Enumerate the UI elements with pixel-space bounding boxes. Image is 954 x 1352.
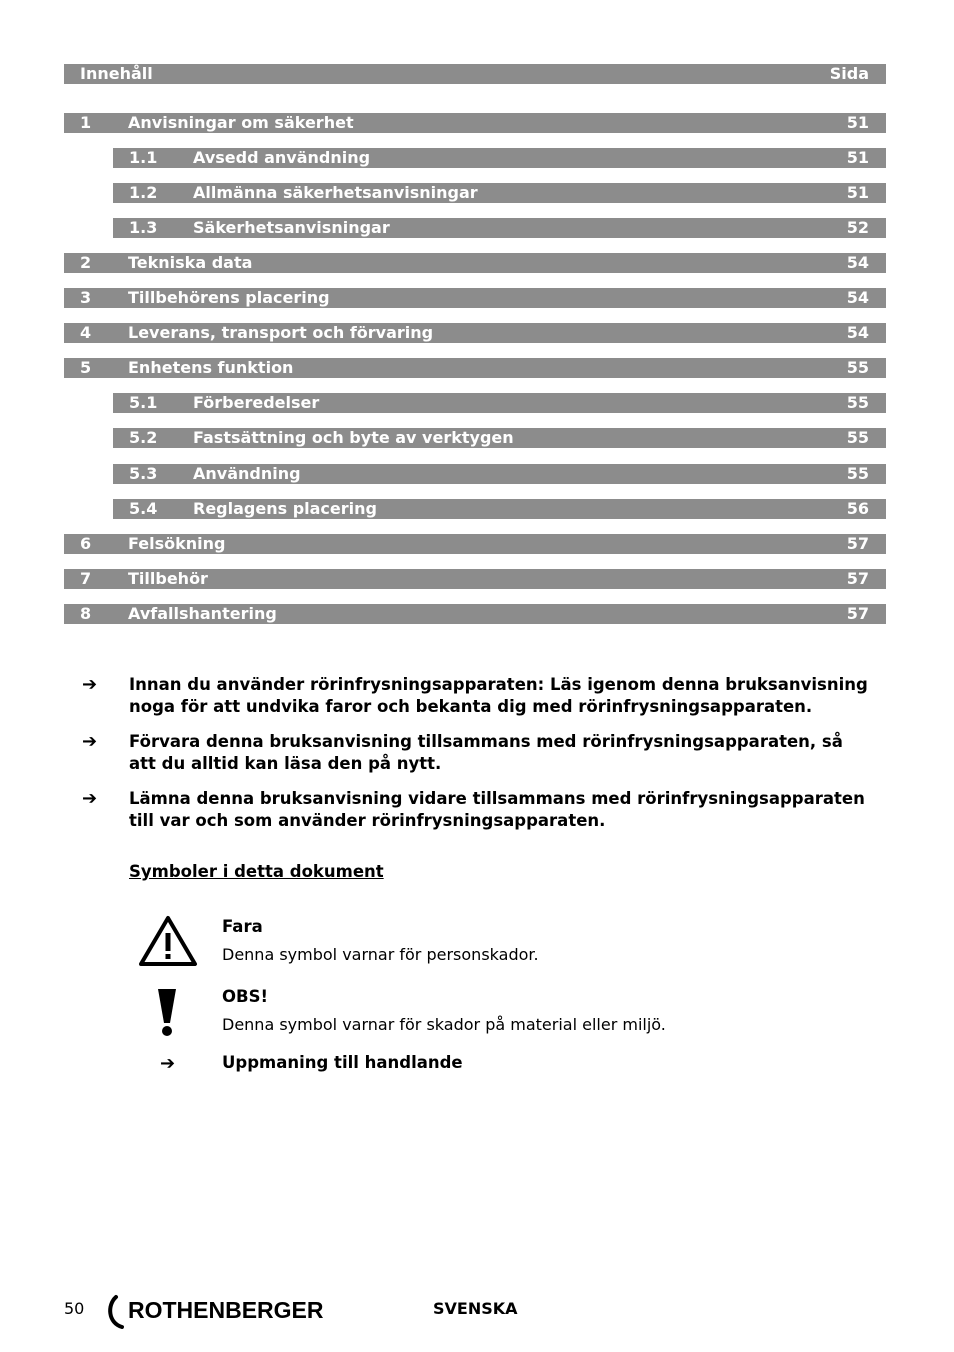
toc-entry-title: Tekniska data — [128, 253, 253, 272]
toc-entry-title: Enhetens funktion — [128, 358, 294, 377]
toc-entry-page: 52 — [846, 218, 869, 237]
toc-entry-page: 55 — [846, 464, 869, 483]
symbols-heading: Symboler i detta dokument — [129, 862, 384, 881]
toc-entry-number: 4 — [80, 323, 92, 342]
toc-entry-number: 8 — [80, 604, 92, 623]
toc-entry-page: 57 — [846, 604, 869, 623]
toc-entry-number: 1 — [80, 113, 92, 132]
toc-entry-title: Avfallshantering — [128, 604, 277, 623]
arrow-right-icon: ➔ — [160, 1053, 176, 1074]
toc-entry-page: 55 — [846, 428, 869, 447]
toc-entry[interactable] — [64, 288, 886, 308]
toc-entry-number: 3 — [80, 288, 92, 307]
toc-entry-number: 1.1 — [129, 148, 158, 167]
caution-description: Denna symbol varnar för skador på material eller miljö. — [222, 1015, 666, 1034]
danger-label: Fara — [222, 917, 263, 936]
arrow-right-icon: ➔ — [82, 731, 98, 752]
toc-header — [64, 64, 886, 84]
toc-entry-number: 1.2 — [129, 183, 158, 202]
toc-entry[interactable] — [64, 253, 886, 273]
instruction-text: Förvara denna bruksanvisning tillsammans med rörinfrysningsapparaten, så att du alltid kan läsa den på nytt. — [129, 732, 843, 773]
action-label: Uppmaning till handlande — [222, 1053, 463, 1072]
toc-entry[interactable] — [64, 534, 886, 554]
brand-name: ROTHENBERGER — [128, 1297, 324, 1323]
arrow-right-icon: ➔ — [82, 788, 98, 809]
instruction-note — [82, 731, 882, 777]
toc-header-title: Innehåll — [80, 64, 153, 83]
toc-entry-page: 54 — [846, 288, 869, 307]
toc-entry-page: 57 — [846, 534, 869, 553]
arrow-right-icon: ➔ — [82, 674, 98, 695]
toc-entry[interactable] — [64, 358, 886, 378]
instruction-text: Innan du använder rörinfrysningsapparaten: Läs igenom denna bruksanvisning noga för att undvika faror och bekanta dig med rörinfrysningsapparaten. — [129, 675, 868, 716]
toc-entry-title: Förberedelser — [193, 393, 320, 412]
toc-header-page: Sida — [829, 64, 869, 83]
toc-entry-page: 56 — [846, 499, 869, 518]
toc-entry[interactable] — [64, 604, 886, 624]
toc-entry-title: Allmänna säkerhetsanvisningar — [193, 183, 478, 202]
toc-entry-page: 55 — [846, 358, 869, 377]
toc-entry-title: Användning — [193, 464, 301, 483]
instruction-note — [82, 674, 882, 720]
instruction-text: Lämna denna bruksanvisning vidare tillsammans med rörinfrysningsapparaten till var och som använder rörinfrysningsapparaten. — [129, 789, 865, 830]
toc-entry-number: 2 — [80, 253, 92, 272]
toc-entry[interactable] — [113, 464, 886, 484]
toc-entry[interactable] — [64, 323, 886, 343]
page-number: 50 — [64, 1299, 85, 1318]
toc-entry-title: Säkerhetsanvisningar — [193, 218, 390, 237]
toc-entry-title: Leverans, transport och förvaring — [128, 323, 434, 342]
toc-entry[interactable] — [113, 428, 886, 448]
toc-entry-title: Anvisningar om säkerhet — [128, 113, 354, 132]
warning-triangle-icon — [138, 915, 198, 967]
exclamation-icon — [155, 987, 179, 1037]
toc-entry[interactable] — [113, 499, 886, 519]
language-label: SVENSKA — [433, 1299, 518, 1318]
toc-entry-number: 7 — [80, 569, 92, 588]
toc-entry-title: Fastsättning och byte av verktygen — [193, 428, 514, 447]
toc-entry-number: 5.2 — [129, 428, 158, 447]
toc-entry-page: 54 — [846, 253, 869, 272]
toc-entry-number: 5.3 — [129, 464, 158, 483]
toc-entry-page: 54 — [846, 323, 869, 342]
toc-entry-title: Felsökning — [128, 534, 226, 553]
toc-entry-number: 6 — [80, 534, 92, 553]
toc-entry-page: 51 — [846, 113, 869, 132]
toc-entry[interactable] — [64, 113, 886, 133]
toc-entry-title: Tillbehörens placering — [128, 288, 330, 307]
toc-entry-page: 51 — [846, 183, 869, 202]
instruction-note — [82, 788, 882, 834]
toc-entry-number: 5.4 — [129, 499, 158, 518]
toc-entry[interactable] — [113, 393, 886, 413]
toc-entry-title: Avsedd användning — [193, 148, 371, 167]
toc-entry-number: 5 — [80, 358, 92, 377]
toc-entry-number: 1.3 — [129, 218, 158, 237]
toc-entry-page: 51 — [846, 148, 869, 167]
caution-label: OBS! — [222, 987, 269, 1006]
toc-entry-number: 5.1 — [129, 393, 158, 412]
toc-entry-page: 55 — [846, 393, 869, 412]
toc-entry[interactable] — [113, 218, 886, 238]
rothenberger-logo — [106, 1293, 351, 1333]
toc-entry-title: Reglagens placering — [193, 499, 377, 518]
toc-entry-page: 57 — [846, 569, 869, 588]
toc-entry-title: Tillbehör — [128, 569, 208, 588]
toc-entry[interactable] — [113, 148, 886, 168]
danger-description: Denna symbol varnar för personskador. — [222, 945, 539, 964]
toc-entry[interactable] — [113, 183, 886, 203]
toc-entry[interactable] — [64, 569, 886, 589]
